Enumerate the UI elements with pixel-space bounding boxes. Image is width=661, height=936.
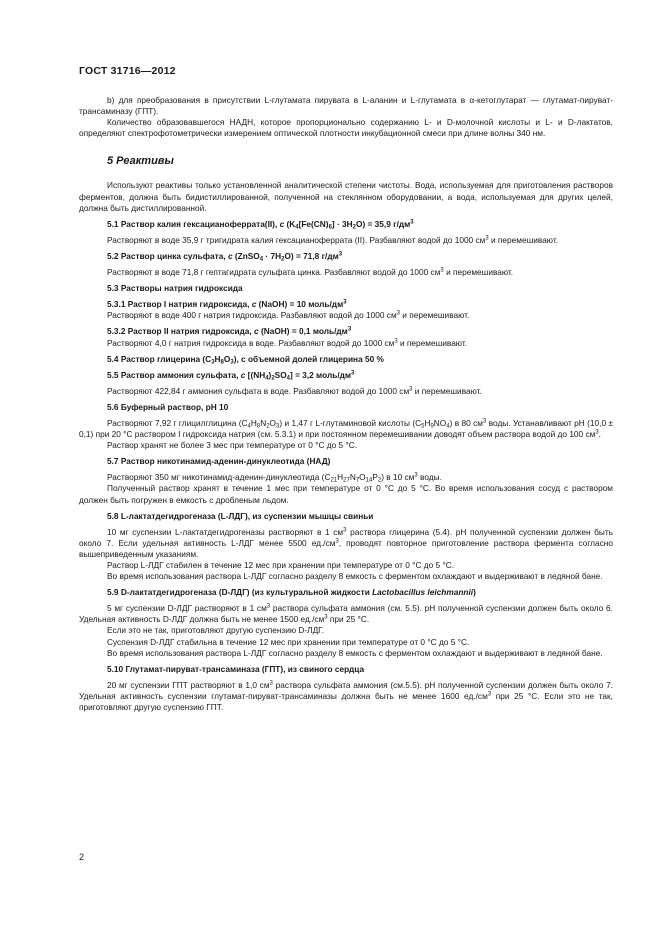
paragraph-5-8-preparation: 10 мг суспензии L-лактатдегидрогеназы растворяют в 1 $см^3$ раствора глицерина (5.4). pH полученной суспензии должен быть около 7. Если удельная активность L-ЛДГ менее 5500 $ед./см^3$, проводят повторное приготовление раствора фермента согласно вышеприведенным указаниям. bbox=[79, 526, 613, 559]
heading-5-3: 5.3 Растворы натрия гидроксида bbox=[107, 283, 243, 294]
paragraph-5-10-preparation: 20 мг суспензии ГПТ растворяют в 1,0 $см^3$ раствора сульфата аммония (см.5.5). pH полученной суспензии должен быть около 7. Удельная активность суспензии глутамат-пируват-трансаминазы должна быть не менее 1600 $ед./см^3$ при 25 °C. Если это не так, приготовляют другую суспензию ГПТ. bbox=[79, 679, 613, 713]
heading-5-3-1: 5.3.1 Раствор I натрия гидроксида, c (NaOH) = 10 моль/$дм^3$ bbox=[107, 299, 347, 310]
intro-measurement-paragraph: Количество образовавшегося НАДН, которое пропорционально содержанию L- и D-молочной кислоты и L- и D-лактатов, определяют спектрофотометрически измерением оптической плотности инкубационной смеси при длине волны 340 нм. bbox=[79, 117, 613, 139]
paragraph-5-8-usage: Во время использования раствора L-ЛДГ согласно разделу 8 емкость с ферментом охлаждают и выдерживают в ледяной бане. bbox=[107, 571, 603, 582]
paragraph-5-6-preparation: Растворяют 7,92 г глицилглицина $(C_4H_8N_2O_3)$ и 1,47 г L-глутаминовой кислоты $(C_5H_9NO_4)$ в 80 $см^3$ воды. Устанавливают pH (10,0 ± 0,1) при 20 °C раствором I гидроксида натрия (см. 5.3.1) и при постоянном перемешивании доводят объем раствора водой до 100 $см^3$. bbox=[79, 417, 613, 440]
heading-5-1: 5.1 Раствор калия гексацианоферрата(II), c $(K_4[Fe(CN)_6] \cdot 3H_2O) = 35,9$ $г/дм^3$ bbox=[107, 218, 414, 231]
heading-5-5: 5.5 Раствор аммония сульфата, c $[(NH_4)_2SO_4] = 3,2$ моль/$дм^3$ bbox=[107, 369, 355, 382]
heading-5-6: 5.6 Буферный раствор, pH 10 bbox=[107, 401, 229, 412]
page-number: 2 bbox=[79, 852, 85, 862]
heading-5-7: 5.7 Раствор никотинамид-аденин-динуклеотида (НАД) bbox=[107, 456, 331, 467]
paragraph-5-6-storage: Раствор хранят не более 3 мес при температуре от 0 °C до 5 °C. bbox=[107, 440, 358, 451]
page-body bbox=[79, 95, 613, 713]
paragraph-5-9-preparation: 5 мг суспензии D-ЛДГ растворяют в 1 $см^3$ раствора сульфата аммония (см. 5.5). pH полученной суспензии должен быть около 6. Удельная активность D-ЛДГ должна быть не менее 1500 $ед./см^3$ при 25 °C. bbox=[79, 603, 613, 625]
section-title-reagents: 5 Реактивы bbox=[107, 155, 174, 168]
heading-5-9: 5.9 D-лактатдегидрогеназа (D-ЛДГ) (из культуральной жидкости Lactobacillus leichmannii) bbox=[107, 587, 476, 598]
paragraph-5-3-1: Растворяют в воде 400 г натрия гидроксида. Разбавляют водой до 1000 $см^3$ и перемешивают. bbox=[107, 310, 470, 321]
paragraph-5-7-preparation: Растворяют 350 мг никотинамид-аденин-динуклеотида $(C_{21}H_{27}N_7O_{14}P_2)$ в 10 $см^3$ воды. bbox=[107, 472, 442, 484]
heading-5-2: 5.2 Раствор цинка сульфата, c (ZnSO$_4$ · $7H_2O) = 71,8$ $г/дм^3$ bbox=[107, 250, 343, 263]
paragraph-5-5: Растворяют 422,84 г аммония сульфата в воде. Разбавляют водой до 1000 $см^3$ и перемешивают. bbox=[107, 385, 482, 396]
section-intro-paragraph: Используют реактивы только установленной аналитической степени чистоты. Вода, используемая для приготовления растворов ферментов, должна быть бидистиллированной, полученной на стеклянном оборудовании, а вода, используемая для других целей, должна быть дистиллированной. bbox=[79, 180, 613, 213]
heading-5-3-2: 5.3.2 Раствор II натрия гидроксида, c (NaOH) = 0,1 моль/$дм^3$ bbox=[107, 326, 352, 337]
paragraph-5-9-usage: Во время использования раствора L-ЛДГ согласно разделу 8 емкость с ферментом охлаждают и выдерживают в ледяной бане. bbox=[107, 647, 603, 658]
heading-5-10: 5.10 Глутамат-пируват-трансаминаза (ГПТ), из свиного сердца bbox=[107, 663, 365, 674]
heading-5-4: 5.4 Раствор глицерина $(C_3H_8O_3)$, с объемной долей глицерина 50 % bbox=[107, 353, 384, 366]
paragraph-5-2: Растворяют в воде 71,8 г гептагидрата сульфата цинка. Разбавляют водой до 1000 $см^3$ и перемешивают. bbox=[107, 267, 514, 278]
paragraph-5-8-stability: Раствор L-ЛДГ стабилен в течение 12 мес при хранении при температуре от 0 °C до 5 °C. bbox=[107, 560, 455, 570]
paragraph-5-1: Растворяют в воде 35,9 г тригидрата калия гексацианоферрата (II). Разбавляют водой до 1000 $см^3$ и перемешивают. bbox=[107, 234, 559, 245]
paragraph-5-9-stability: Суспензия D-ЛДГ стабильна в течение 12 мес при хранении при температуре от 0 °C до 5 °C. bbox=[107, 636, 470, 647]
heading-5-8: 5.8 L-лактатдегидрогеназа (L-ЛДГ), из суспензии мышцы свиньи bbox=[107, 510, 374, 521]
paragraph-5-7-storage: Полученный раствор хранят в течение 1 мес при температуре от 0 °C до 5 °C. Во время использования сосуд с раствором должен быть погружен в емкость с дробленым льдом. bbox=[79, 483, 613, 505]
intro-item-b: b) для преобразования в присутствии L-глутамата пирувата в L-аланин и L-глутамата в α-кетоглутарат — глутамат-пируват-трансаминазу (ГПТ). bbox=[79, 95, 613, 117]
paragraph-5-9-alternative: Если это не так, приготовляют другую суспензию D-ЛДГ. bbox=[107, 625, 324, 636]
document-standard-header: ГОСТ 31716—2012 bbox=[79, 65, 176, 77]
paragraph-5-3-2: Растворяют 4,0 г натрия гидроксида в воде. Разбавляют водой до 1000 $см^3$ и перемешивают. bbox=[107, 337, 468, 348]
